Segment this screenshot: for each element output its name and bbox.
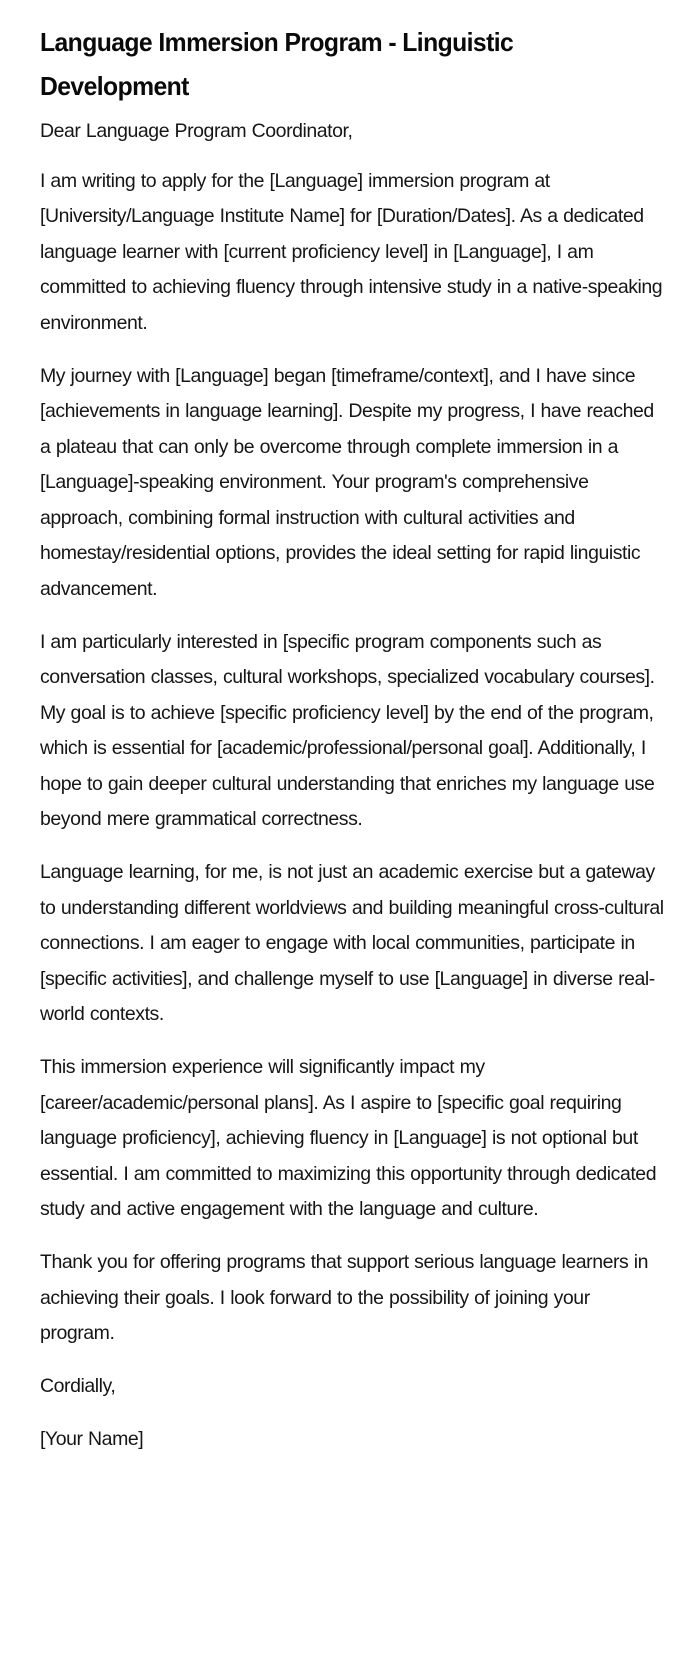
paragraph-intro: I am writing to apply for the [Language] immersion program at [University/Language Institute Name] for [Duration/Dates]. As a dedicated language learner with [current proficiency level] in [Language], I am committed to achieving fluency through intensive study in a native-speaking environment. xyxy=(40,169,663,334)
paragraph-motivation: Language learning, for me, is not just an academic exercise but a gateway to understanding different worldviews and building meaningful cross-cultural connections. I am eager to engage with local communities, participate in [specific activities], and challenge myself to use [Language] in diverse real-world contexts. xyxy=(40,861,664,1025)
paragraph-thanks: Thank you for offering programs that support serious language learners in achieving their goals. I look forward to the possibility of joining your program. xyxy=(40,1251,649,1344)
closing: Cordially, xyxy=(40,1375,116,1397)
paragraph-interests: I am particularly interested in [specific program components such as conversation classes, cultural workshops, specialized vocabulary courses]. My goal is to achieve [specific proficiency level] by the end of the program, which is essential for [academic/professional/personal goal]. Additionally, I hope to gain deeper cultural understanding that enriches my language use beyond mere grammatical correctness. xyxy=(40,630,655,830)
document-title: Language Immersion Program - Linguistic Development xyxy=(40,27,514,101)
paragraph-background: My journey with [Language] began [timeframe/context], and I have since [achievements in language learning]. Despite my progress, I have reached a plateau that can only be overcome through complete immersion in a [Language]-speaking environment. Your program's comprehensive approach, combining formal instruction with cultural activities and homestay/residential options, provides the ideal setting for rapid linguistic advancement. xyxy=(40,364,654,600)
paragraph-impact: This immersion experience will significantly impact my [career/academic/personal plans]. As I aspire to [specific goal requiring language proficiency], achieving fluency in [Language] is not optional but essential. I am committed to maximizing this opportunity through dedicated study and active engagement with the language and culture. xyxy=(40,1056,657,1220)
signature: [Your Name] xyxy=(40,1428,144,1450)
salutation: Dear Language Program Coordinator, xyxy=(40,120,353,142)
